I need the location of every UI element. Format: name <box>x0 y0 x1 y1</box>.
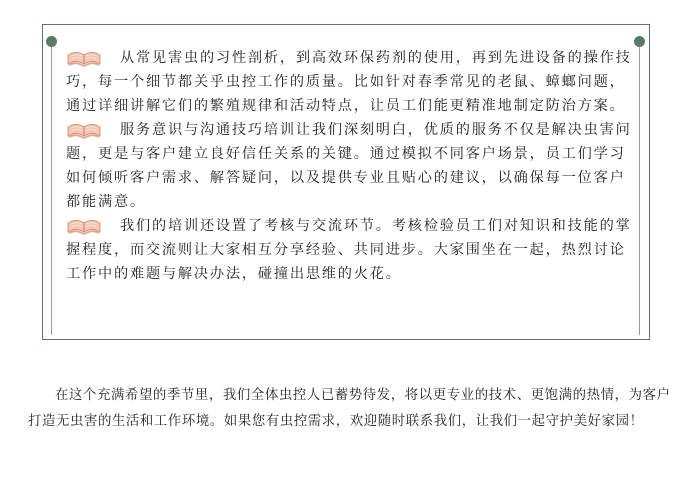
open-book-icon <box>66 120 102 140</box>
right-pin-dot <box>634 36 645 47</box>
open-book-icon <box>66 48 102 68</box>
left-pin-line <box>51 47 52 335</box>
card-paragraph-1: 从常见害虫的习性剖析，到高效环保药剂的使用，再到先进设备的操作技巧，每一个细节都关乎虫控工作的质量。比如针对春季常见的老鼠、蟑螂问题，通过详细讲解它们的繁殖规律和活动特点，让员工们能更精准地制定防治方案。 <box>66 50 632 114</box>
open-book-icon <box>66 216 102 236</box>
card-paragraph-2: 服务意识与沟通技巧培训让我们深刻明白，优质的服务不仅是解决虫害问题，更是与客户建立良好信任关系的关键。通过模拟不同客户场景，员工们学习如何倾听客户需求、解答疑问，以及提供专业且贴心的建议，以确保每一位客户都能满意。 <box>66 122 632 210</box>
card-paragraph-3: 我们的培训还设置了考核与交流环节。考核检验员工们对知识和技能的掌握程度，而交流则让大家相互分享经验、共同进步。大家围坐在一起，热烈讨论工作中的难题与解决办法，碰撞出思维的火花。 <box>66 218 632 282</box>
card-text-block <box>66 46 632 286</box>
closing-paragraph: 在这个充满希望的季节里，我们全体虫控人已蓄势待发，将以更专业的技术、更饱满的热情，为客户打造无虫害的生活和工作环境。如果您有虫控需求，欢迎随时联系我们，让我们一起守护美好家园！ <box>28 388 671 429</box>
left-pin-dot <box>46 36 57 47</box>
right-pin-line <box>639 47 640 335</box>
